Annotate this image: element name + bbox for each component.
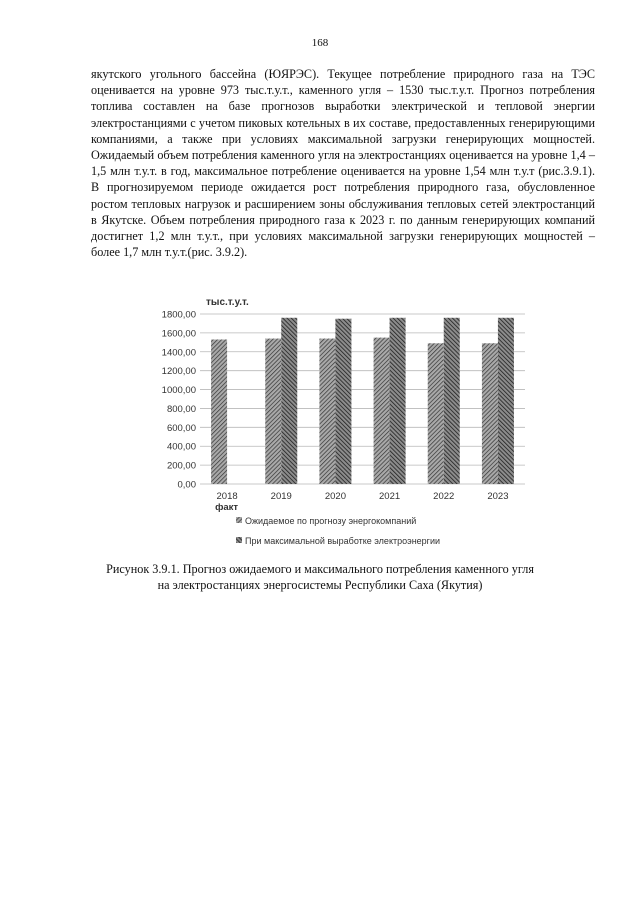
chart-svg <box>150 292 530 557</box>
legend-swatch <box>236 537 242 543</box>
legend <box>236 516 440 546</box>
body-paragraph: якутского угольного бассейна (ЮЯРЭС). Текущее потребление природного газа на ТЭС оценивается на уровне 973 тыс.т.у.т., каменного угля – 1530 тыс.т.у.т. Прогноз потребления топлива составлен на базе прогнозов выработки электрической и тепловой энергии электростанциями с учетом пиковых котельных в их составе, предоставленных генерирующими компаниями, а также при условиях максимальной загрузки генерирующих мощностей. Ожидаемый объем потребления каменного угля на электростанциях оценивается на уровне 1,4 – 1,5 млн т.у.т. в год, максимальное потребление оценивается на уровне 1,54 млн т.у.т (рис.3.9.1). В прогнозируемом периоде ожидается рост потребления природного газа, обусловленное ростом тепловых нагрузок и расширением зоны обслуживания тепловых сетей электростанций в Якутске. Объем потребления природного газа к 2023 г. по данным генерирующих компаний достигнет 1,2 млн т.у.т., при условиях максимальной загрузки генерирующих мощностей – более 1,7 млн т.у.т.(рис. 3.9.2). <box>91 67 595 260</box>
bar-series-1-2020 <box>319 339 335 484</box>
x-tick-label: 2018 <box>216 491 238 502</box>
y-tick-label: 1000,00 <box>161 385 196 397</box>
y-tick-label: 1800,00 <box>161 309 196 321</box>
y-tick-label: 0,00 <box>177 479 196 491</box>
x-tick-label: 2020 <box>324 491 346 502</box>
y-tick-label: 1600,00 <box>161 328 196 340</box>
bar-series-1-2021 <box>374 338 390 484</box>
x-tick-label: 2023 <box>487 491 509 502</box>
legend-label: При максимальной выработке электроэнергии <box>245 536 441 546</box>
caption-line-2: на электростанциях энергосистемы Республики Саха (Якутия) <box>157 578 483 592</box>
bar-series-1-2019 <box>265 339 281 484</box>
y-tick-label: 1200,00 <box>161 366 196 378</box>
bar-series-2-2020 <box>335 319 351 484</box>
y-tick-label: 800,00 <box>166 403 196 415</box>
x-tick-label: 2021 <box>379 491 401 502</box>
x-tick-label: 2019 <box>270 491 292 502</box>
figure-caption <box>60 561 580 593</box>
x-tick-label: 2022 <box>433 491 455 502</box>
bars <box>211 318 514 484</box>
bar-series-1-2018 <box>211 340 227 485</box>
coal-consumption-chart <box>150 292 530 557</box>
legend-swatch <box>236 517 242 523</box>
bar-series-2-2019 <box>281 318 297 484</box>
caption-line-1: Рисунок 3.9.1. Прогноз ожидаемого и максимального потребления каменного угля <box>106 562 534 576</box>
page-number: 168 <box>311 37 329 49</box>
bar-series-1-2022 <box>428 343 444 484</box>
y-tick-label: 400,00 <box>166 441 196 453</box>
bar-series-2-2021 <box>390 318 406 484</box>
y-axis-unit-label: тыс.т.у.т. <box>206 297 249 308</box>
y-tick-label: 1400,00 <box>161 347 196 359</box>
y-tick-label: 200,00 <box>166 460 196 472</box>
legend-label: Ожидаемое по прогнозу энергокомпаний <box>245 516 417 526</box>
x-axis-labels <box>215 491 508 513</box>
x-tick-sublabel: факт <box>215 502 239 513</box>
bar-series-1-2023 <box>482 343 498 484</box>
y-tick-label: 600,00 <box>166 422 196 434</box>
bar-series-2-2022 <box>444 318 460 484</box>
bar-series-2-2023 <box>498 318 514 484</box>
